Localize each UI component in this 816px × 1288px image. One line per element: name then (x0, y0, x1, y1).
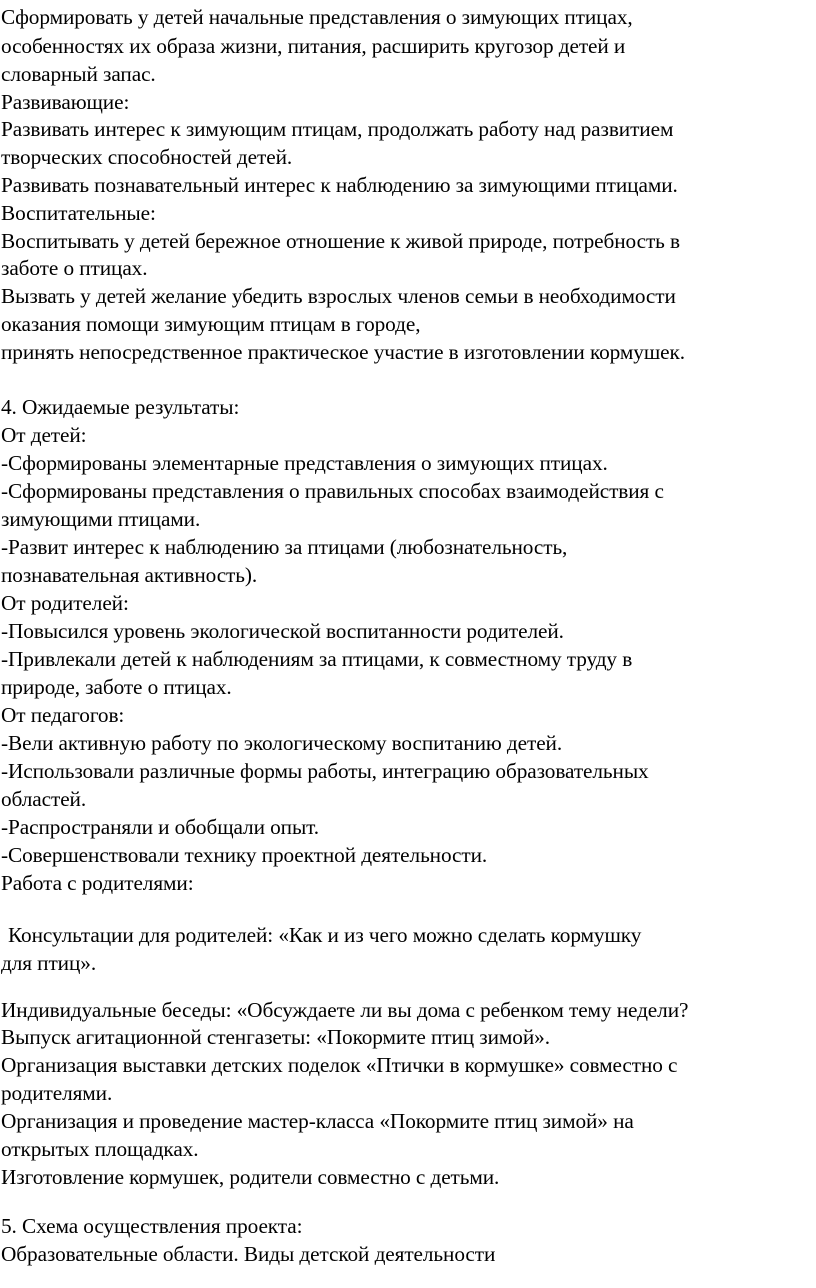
text-line: зимующими птицами. (1, 507, 201, 531)
text-line: открытых площадках. (1, 1137, 199, 1161)
text-line: Изготовление кормушек, родители совместно с детьми. (1, 1165, 500, 1189)
text-line: Выпуск агитационной стенгазеты: «Покормите птиц зимой». (1, 1025, 550, 1049)
list-item: -Развит интерес к наблюдению за птицами (любознательность, (1, 535, 568, 559)
text-line: словарный запас. (1, 62, 156, 86)
list-item: -Сформированы представления о правильных способах взаимодействия с (1, 479, 664, 503)
text-line: познавательная активность). (1, 563, 258, 587)
text-line: От детей: (1, 423, 87, 447)
text-line: От родителей: (1, 591, 129, 615)
text-line: принять непосредственное практическое участие в изготовлении кормушек. (1, 340, 685, 364)
list-item: -Повысился уровень экологической воспитанности родителей. (1, 619, 564, 643)
text-line: Организация и проведение мастер-класса «Покормите птиц зимой» на (1, 1109, 634, 1133)
list-item: -Распространяли и обобщали опыт. (1, 815, 319, 839)
text-line: для птиц». (1, 951, 97, 975)
text-line: Индивидуальные беседы: «Обсуждаете ли вы дома с ребенком тему недели? (1, 998, 689, 1022)
text-line: Консультации для родителей: «Как и из чего можно сделать кормушку (8, 923, 642, 947)
text-line: Сформировать у детей начальные представления о зимующих птицах, (1, 5, 633, 29)
text-line: областей. (1, 787, 87, 811)
list-item: -Использовали различные формы работы, интеграцию образовательных (1, 759, 649, 783)
text-line: оказания помощи зимующим птицам в городе, (1, 312, 421, 336)
section-heading: 5. Схема осуществления проекта: (1, 1214, 303, 1238)
text-line: Развивать интерес к зимующим птицам, продолжать работу над развитием (1, 117, 674, 141)
text-line: родителями. (1, 1081, 113, 1105)
section-heading: Развивающие: (1, 90, 130, 114)
text-line: особенностях их образа жизни, питания, расширить кругозор детей и (1, 34, 626, 58)
section-heading: Воспитательные: (1, 201, 156, 225)
list-item: -Сформированы элементарные представления о зимующих птицах. (1, 451, 608, 475)
text-line: творческих способностей детей. (1, 145, 293, 169)
section-heading: 4. Ожидаемые результаты: (1, 395, 240, 419)
list-item: -Совершенствовали технику проектной деятельности. (1, 843, 488, 867)
text-line: заботе о птицах. (1, 256, 148, 280)
text-line: Образовательные области. Виды детской деятельности (1, 1242, 496, 1266)
text-line: Развивать познавательный интерес к наблюдению за зимующими птицами. (1, 173, 678, 197)
text-line: Воспитывать у детей бережное отношение к живой природе, потребность в (1, 229, 680, 253)
text-line: От педагогов: (1, 703, 125, 727)
section-heading: Работа с родителями: (1, 871, 194, 895)
text-line: природе, заботе о птицах. (1, 675, 232, 699)
text-line: Организация выставки детских поделок «Птички в кормушке» совместно с (1, 1053, 678, 1077)
list-item: -Привлекали детей к наблюдениям за птицами, к совместному труду в (1, 647, 633, 671)
text-line: Вызвать у детей желание убедить взрослых членов семьи в необходимости (1, 284, 676, 308)
list-item: -Вели активную работу по экологическому воспитанию детей. (1, 731, 563, 755)
